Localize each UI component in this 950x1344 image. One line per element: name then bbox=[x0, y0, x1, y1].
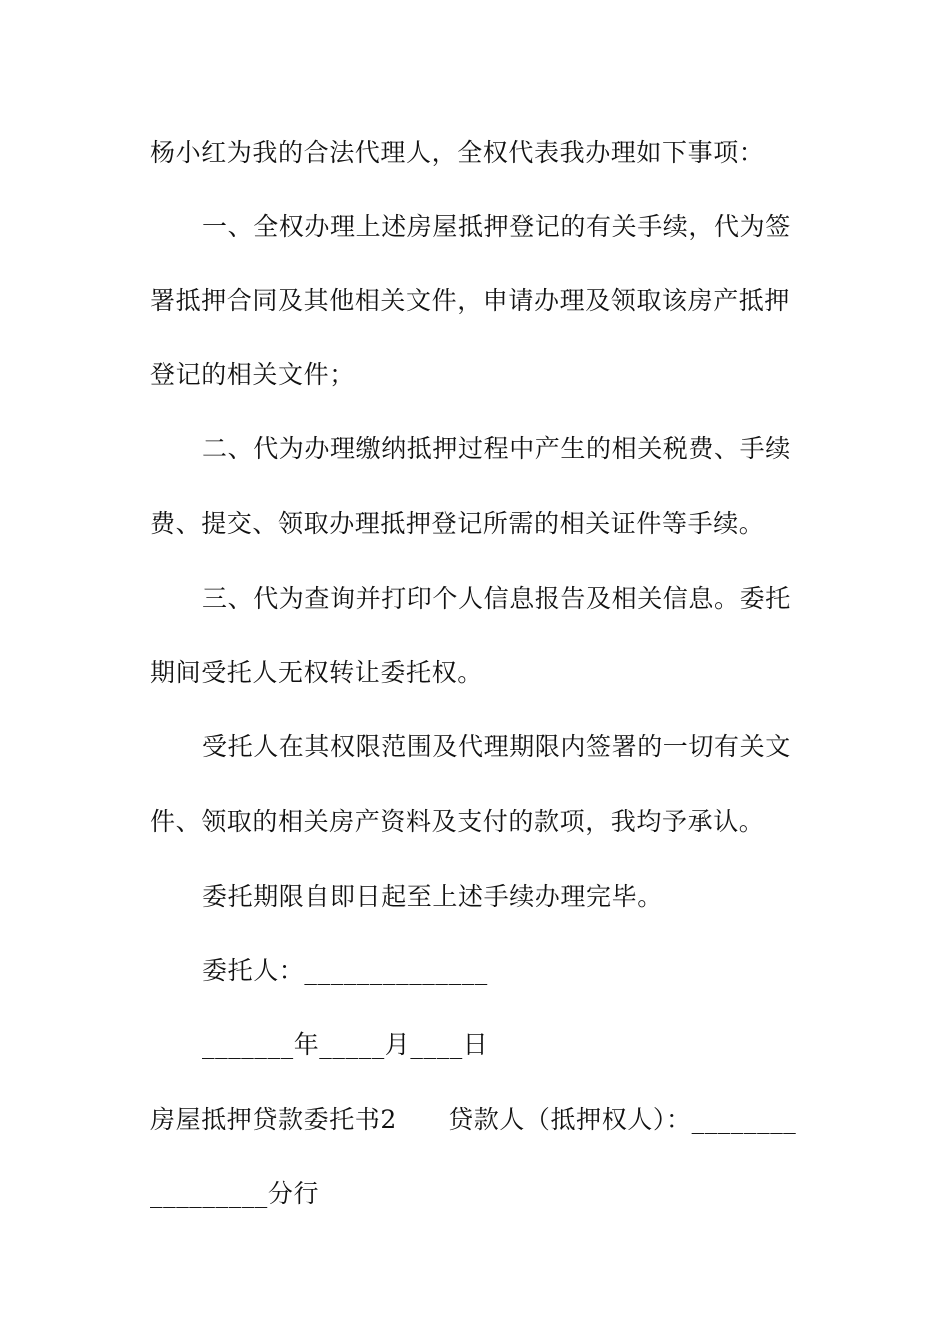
date-line: _______年_____月____日 bbox=[202, 1030, 489, 1059]
paragraph-line-4: 登记的相关文件； bbox=[150, 360, 355, 389]
paragraph-line-8: 期间受托人无权转让委托权。 bbox=[150, 658, 483, 687]
paragraph-line-9: 受托人在其权限范围及代理期限内签署的一切有关文 bbox=[202, 732, 791, 761]
paragraph-line-1: 杨小红为我的合法代理人，全权代表我办理如下事项： bbox=[150, 138, 765, 167]
paragraph-line-5: 二、代为办理缴纳抵押过程中产生的相关税费、手续 bbox=[202, 434, 791, 463]
signature-line: 委托人：______________ bbox=[202, 956, 488, 985]
paragraph-line-14: 房屋抵押贷款委托书2 贷款人（抵押权人）：________ bbox=[150, 1105, 797, 1134]
paragraph-line-7: 三、代为查询并打印个人信息报告及相关信息。委托 bbox=[202, 584, 791, 613]
paragraph-line-10: 件、领取的相关房产资料及支付的款项，我均予承认。 bbox=[150, 807, 765, 836]
paragraph-line-2: 一、全权办理上述房屋抵押登记的有关手续，代为签 bbox=[202, 212, 791, 241]
paragraph-line-3: 署抵押合同及其他相关文件，申请办理及领取该房产抵押 bbox=[150, 286, 791, 315]
paragraph-line-15: _________分行 bbox=[150, 1179, 320, 1208]
paragraph-line-11: 委托期限自即日起至上述手续办理完毕。 bbox=[202, 882, 663, 911]
paragraph-line-6: 费、提交、领取办理抵押登记所需的相关证件等手续。 bbox=[150, 509, 765, 538]
